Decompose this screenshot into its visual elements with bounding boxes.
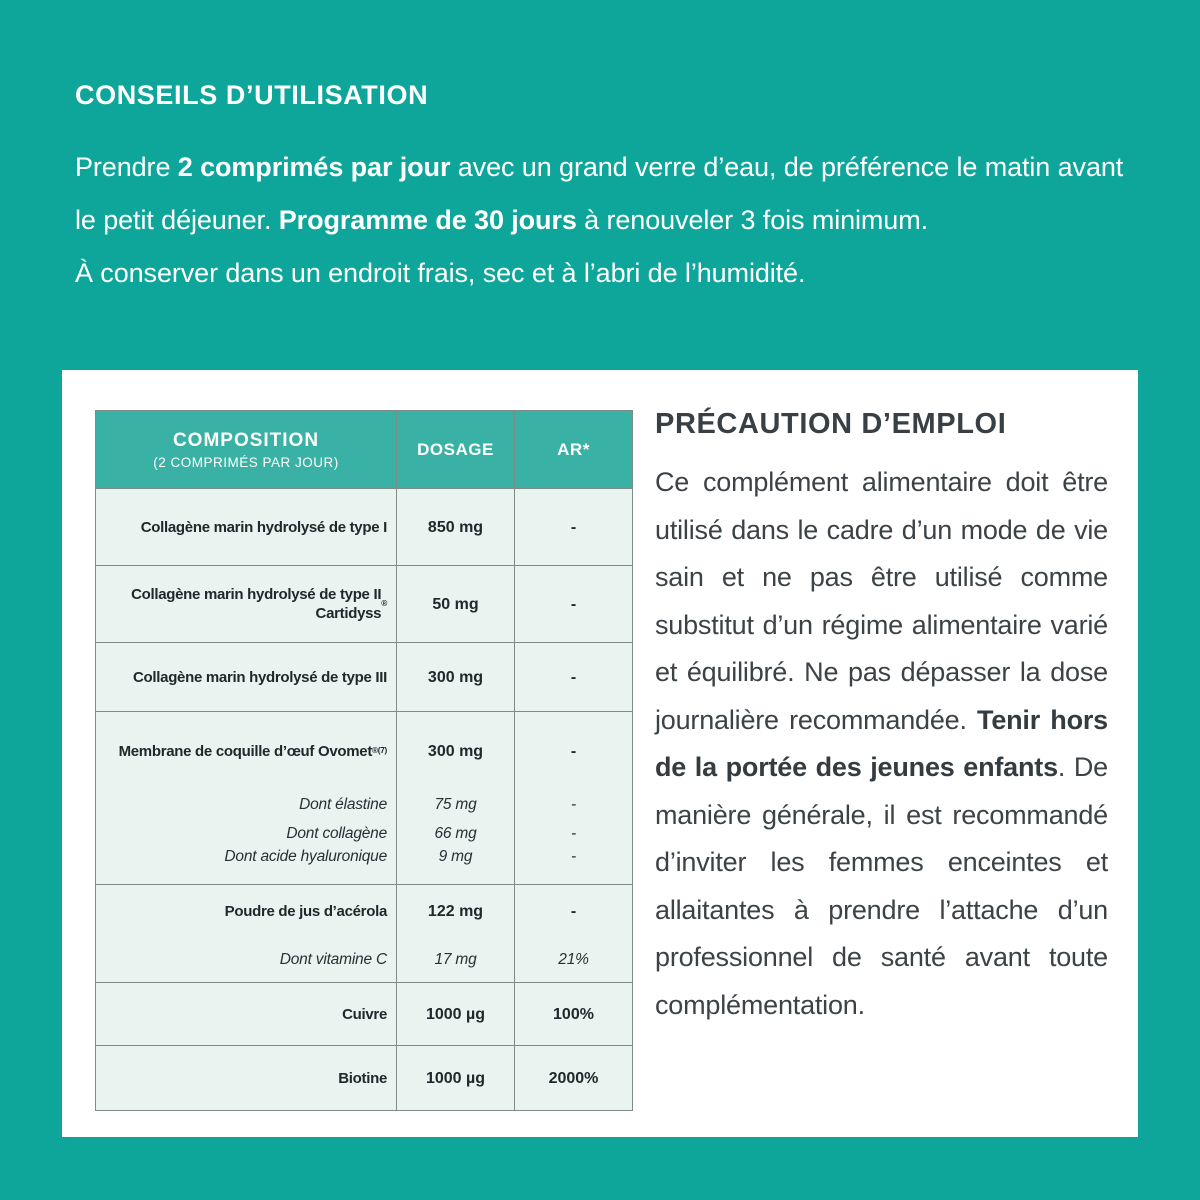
ingredient-label: Dont élastine <box>299 795 387 813</box>
precaution-body: Ce complément alimentaire doit être utilisé dans le cadre d’un mode de vie sain et ne pas être utilisé comme substitut d’un régime alimentaire varié et équilibré. Ne pas dépasser la dose journalière recommandée. <box>655 467 1108 735</box>
ar-header-title: AR* <box>557 439 590 459</box>
ar-cell <box>514 1046 632 1110</box>
composition-cell <box>96 885 396 982</box>
usage-section <box>75 80 1131 300</box>
dosage-value: 66 mg <box>434 824 477 842</box>
dosage-value: 17 mg <box>434 951 477 968</box>
composition-cell <box>96 983 396 1045</box>
precaution-body: . De manière générale, il est recommandé d’inviter les femmes enceintes et allaitantes à prendre l’attache d’un professionnel de santé avant toute complémentation. <box>655 752 1108 1020</box>
ingredient-label: Dont collagène <box>286 824 387 842</box>
dosage-value: 50 mg <box>432 595 479 613</box>
precaution-text <box>655 459 1108 1029</box>
dosage-value: 850 mg <box>427 518 484 536</box>
ar-value: - <box>570 903 577 920</box>
composition-cell <box>96 566 396 642</box>
ar-cell <box>514 489 632 565</box>
ar-value: - <box>571 795 576 813</box>
dosage-value: 300 mg <box>427 742 484 760</box>
composition-cell <box>96 489 396 565</box>
precaution-heading: PRÉCAUTION D’EMPLOI <box>655 408 1007 440</box>
dosage-cell <box>396 643 514 711</box>
precaution-section <box>655 408 1108 1029</box>
composition-header-subtitle: (2 COMPRIMÉS PAR JOUR) <box>153 454 339 470</box>
table-row <box>96 642 632 711</box>
composition-table <box>95 410 633 1111</box>
ar-value: 21% <box>558 951 589 968</box>
usage-storage-text: À conserver dans un endroit frais, sec et à l’abri de l’humidité. <box>75 258 806 288</box>
ar-cell <box>514 643 632 711</box>
table-row <box>96 711 632 884</box>
ar-value: - <box>570 668 577 686</box>
ar-value: - <box>570 518 577 536</box>
precaution-warning-bold: Tenir hors de la portée des jeunes enfants <box>655 704 1108 782</box>
dosage-cell <box>396 566 514 642</box>
ingredient-label: Collagène marin hydrolysé de type II Cartidyss ® <box>131 586 387 622</box>
dosage-value: 300 mg <box>427 668 484 686</box>
ar-cell <box>514 983 632 1045</box>
ar-cell <box>514 712 632 884</box>
dosage-cell <box>396 983 514 1045</box>
ar-cell <box>514 566 632 642</box>
ingredient-label: Dont vitamine C <box>279 951 387 968</box>
ar-value: - <box>571 824 576 842</box>
ar-value: - <box>570 742 577 760</box>
table-row <box>96 565 632 642</box>
dosage-cell <box>396 489 514 565</box>
table-header <box>96 411 632 488</box>
composition-cell <box>96 643 396 711</box>
ar-header-cell <box>514 411 632 488</box>
dosage-header-cell <box>396 411 514 488</box>
usage-text: à renouveler 3 fois minimum. <box>576 205 929 235</box>
dosage-value: 122 mg <box>427 903 484 920</box>
usage-text: avec un grand verre d’eau, de préférence le matin avant le petit déjeuner. <box>75 152 1124 235</box>
dosage-cell <box>396 885 514 982</box>
table-row <box>96 884 632 982</box>
ingredient-label: Poudre de jus d’acérola <box>224 903 387 920</box>
ingredient-label: Dont acide hyaluronique <box>224 848 387 865</box>
ar-value: - <box>570 595 577 613</box>
table-row <box>96 488 632 565</box>
dosage-value: 1000 µg <box>425 1005 486 1023</box>
ingredient-label: Collagène marin hydrolysé de type III <box>133 668 387 686</box>
dosage-cell <box>396 712 514 884</box>
ingredient-label: Biotine <box>338 1069 387 1087</box>
ar-cell <box>514 885 632 982</box>
dosage-header-title: DOSAGE <box>417 439 494 459</box>
table-row <box>96 1045 632 1110</box>
table-row <box>96 982 632 1045</box>
usage-text: Prendre <box>75 152 178 182</box>
composition-header-cell <box>96 411 396 488</box>
ingredient-label: Membrane de coquille d’œuf Ovomet ®(7) <box>118 742 387 760</box>
table-body <box>96 488 632 1110</box>
dosage-cell <box>396 1046 514 1110</box>
ar-value: - <box>571 848 576 865</box>
usage-heading: CONSEILS D’UTILISATION <box>75 80 429 110</box>
info-card <box>62 370 1138 1137</box>
dosage-value: 75 mg <box>434 795 477 813</box>
composition-cell <box>96 712 396 884</box>
usage-instructions <box>75 141 1131 300</box>
dosage-value: 1000 µg <box>425 1069 486 1087</box>
usage-dose-bold: 2 comprimés par jour <box>177 152 451 182</box>
ingredient-label: Collagène marin hydrolysé de type I <box>140 518 387 536</box>
ingredient-label: Cuivre <box>342 1005 387 1023</box>
composition-cell <box>96 1046 396 1110</box>
dosage-value: 9 mg <box>438 848 473 865</box>
composition-header-title: COMPOSITION <box>172 429 320 451</box>
ar-value: 100% <box>553 1005 594 1023</box>
ar-value: 2000% <box>548 1069 599 1087</box>
usage-program-bold: Programme de 30 jours <box>278 205 577 235</box>
